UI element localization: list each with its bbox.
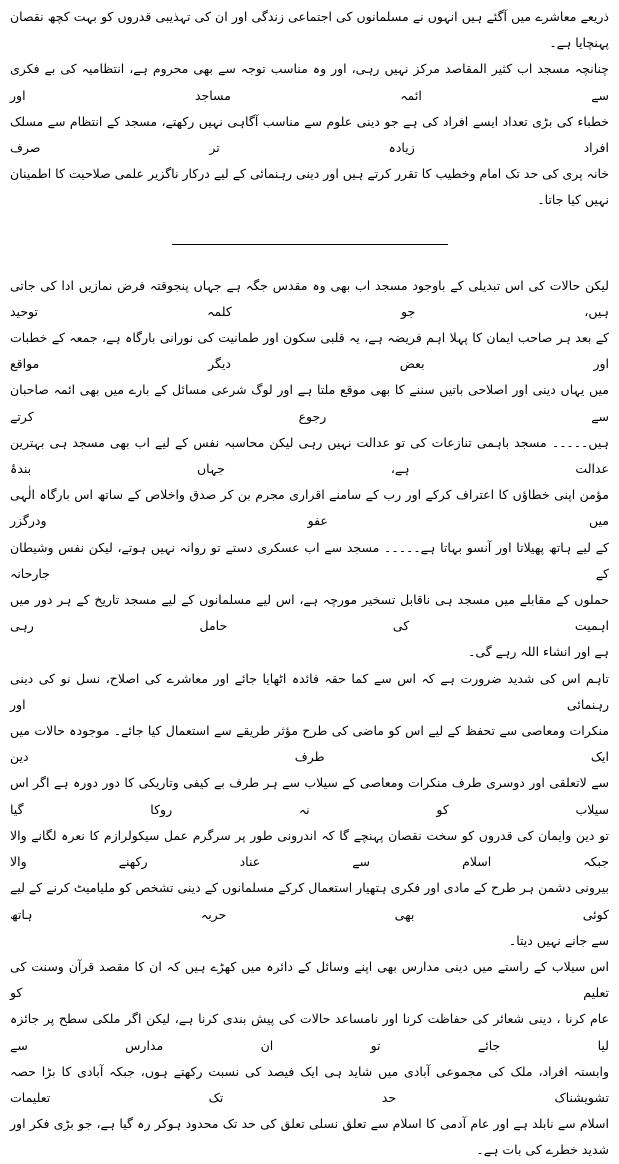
text-line: سے جانے نہیں دیتا۔ bbox=[508, 932, 609, 948]
paragraph-2 bbox=[10, 273, 609, 666]
text-line: تاہم اس کی شدید ضرورت ہے کہ اس سے کما حقہ فائدہ اٹھایا جائے اور معاشرے کی اصلاح، نسل نو کی دینی رہنمائی اور bbox=[10, 670, 609, 712]
text-line: کے لیے ہاتھ پھیلاتا اور آنسو بہاتا ہے۔۔۔۔۔ مسجد سے اب عسکری دستے تو روانہ نہیں ہوتے، لیکن نفس وشیطان کے جارحانہ bbox=[10, 539, 609, 581]
text-line: ہے اور انشاء اللہ رہے گی۔ bbox=[468, 644, 609, 660]
paragraph-3 bbox=[10, 666, 609, 954]
text-line: بیرونی دشمن ہر طرح کے مادی اور فکری ہتھیار استعمال کرکے مسلمانوں کے دینی تشخص کو ملیامیٹ کرنے کے لیے کوئی بھی حربہ ہاتھ bbox=[10, 880, 609, 922]
text-line: لیکن حالات کی اس تبدیلی کے باوجود مسجد اب بھی وہ مقدس جگہ ہے جہاں پنجوقتہ فرض نمازیں ادا کی جاتی ہیں، جو کلمہ توحید bbox=[10, 277, 609, 319]
text-line: اس سیلاب کے راستے میں دینی مدارس بھی اپنے وسائل کے دائرہ میں کھڑے ہیں کہ ان کا مقصد قرآن وسنت کی تعلیم کو bbox=[10, 958, 609, 1001]
text-line: اسلام سے نابلد ہے اور عام آدمی کا اسلام سے تعلق نسلی تعلق کی حد تک محدود ہوکر رہ گیا ہے، جو بڑی فکر اور شدید خطرے کی بات ہے۔ bbox=[10, 1116, 609, 1158]
paragraph-4 bbox=[10, 954, 609, 1164]
paragraph-1 bbox=[10, 56, 609, 213]
text-line: وابستہ افراد، ملک کی مجموعی آبادی میں شاید ہی ایک فیصد کی نسبت رکھتے ہوں، جبکہ آبادی کا بڑا حصہ تشویشناک حد تک تعلیمات bbox=[10, 1063, 609, 1105]
text-line: میں یہاں دینی اور اصلاحی باتیں سننے کا بھی موقع ملتا ہے اور لوگ شرعی مسائل کے بارے میں بھی ائمہ صاحبان سے رجوع کرتے bbox=[10, 382, 609, 424]
text-line: چنانچہ مسجد اب کثیر المقاصد مرکز نہیں رہی، اور وہ مناسب توجہ سے بھی محروم ہے، انتظامیہ کی بے فکری سے ائمہ مساجد اور bbox=[10, 61, 609, 103]
text-line: تو دین وایمان کی قدروں کو سخت نقصان پہنچے گا کہ اندرونی طور پر سرگرم عمل سیکولرازم کا نعرہ لگانے والا جبکہ اسلام سے عناد رکھنے والا bbox=[10, 827, 609, 870]
text-line: خانہ پری کی حد تک امام وخطیب کا تقرر کرتے ہیں اور دینی رہنمائی کے لیے درکار ناگزیر علمی صلاحیت کا اطمینان نہیں کیا جاتا۔ bbox=[10, 166, 609, 208]
text-line: عام کرنا ، دینی شعائر کی حفاظت کرنا اور نامساعد حالات کی پیش بندی کرنا ہے، لیکن اگر ملکی سطح پر جائزہ لیا جائے تو ان مدارس سے bbox=[10, 1011, 609, 1053]
text-line: ذریعے معاشرے میں آگئے ہیں انہوں نے مسلمانوں کی اجتماعی زندگی اور ان کی تہذیبی قدروں کو بہت کچھ نقصان پہنچایا ہے۔ bbox=[10, 9, 609, 51]
text-line: سے لاتعلقی اور دوسری طرف منکرات ومعاصی کے سیلاب سے ہر طرف بے کیفی وتاریکی کا دور دورہ ہے اگر اس سیلاب کو نہ روکا گیا bbox=[10, 775, 609, 817]
text-line: کے بعد ہر صاحب ایمان کا پہلا اہم فریضہ ہے، یہ قلبی سکون اور طمانیت کی نورانی بارگاہ ہے، جمعہ کے خطبات اور بعض دیگر مواقع bbox=[10, 330, 609, 372]
text-line: ہیں۔۔۔۔۔ مسجد باہمی تنازعات کی تو عدالت نہیں رہی لیکن محاسبہ نفس کے لیے اب بھی مسجد ہی بہترین عدالت ہے، جہاں بندۂ bbox=[10, 434, 609, 477]
text-line: حملوں کے مقابلے میں مسجد ہی ناقابل تسخیر مورچہ ہے، اس لیے مسلمانوں کے لیے مسجد تاریخ کے ہر دور میں اہمیت کی حامل رہی bbox=[10, 592, 609, 634]
text-line: مؤمن اپنی خطاؤں کا اعتراف کرکے اور رب کے سامنے اقراری مجرم بن کر صدق واخلاص کے ساتھ اس بارگاہ الٰہی میں عفو ودرگزر bbox=[10, 487, 609, 529]
paragraph-top bbox=[10, 4, 609, 56]
text-line: خطباء کی بڑی تعداد ایسے افراد کی ہے جو دینی علوم سے مناسب آگاہی نہیں رکھتے، مسجد کے انتظام سے مسلک افراد زیادہ تر صرف bbox=[10, 113, 609, 156]
text-line: منکرات ومعاصی سے تحفظ کے لیے اس کو ماضی کی طرح مؤثر طریقے سے استعمال کیا جائے۔ موجودہ حالات میں ایک طرف دین bbox=[10, 723, 609, 765]
